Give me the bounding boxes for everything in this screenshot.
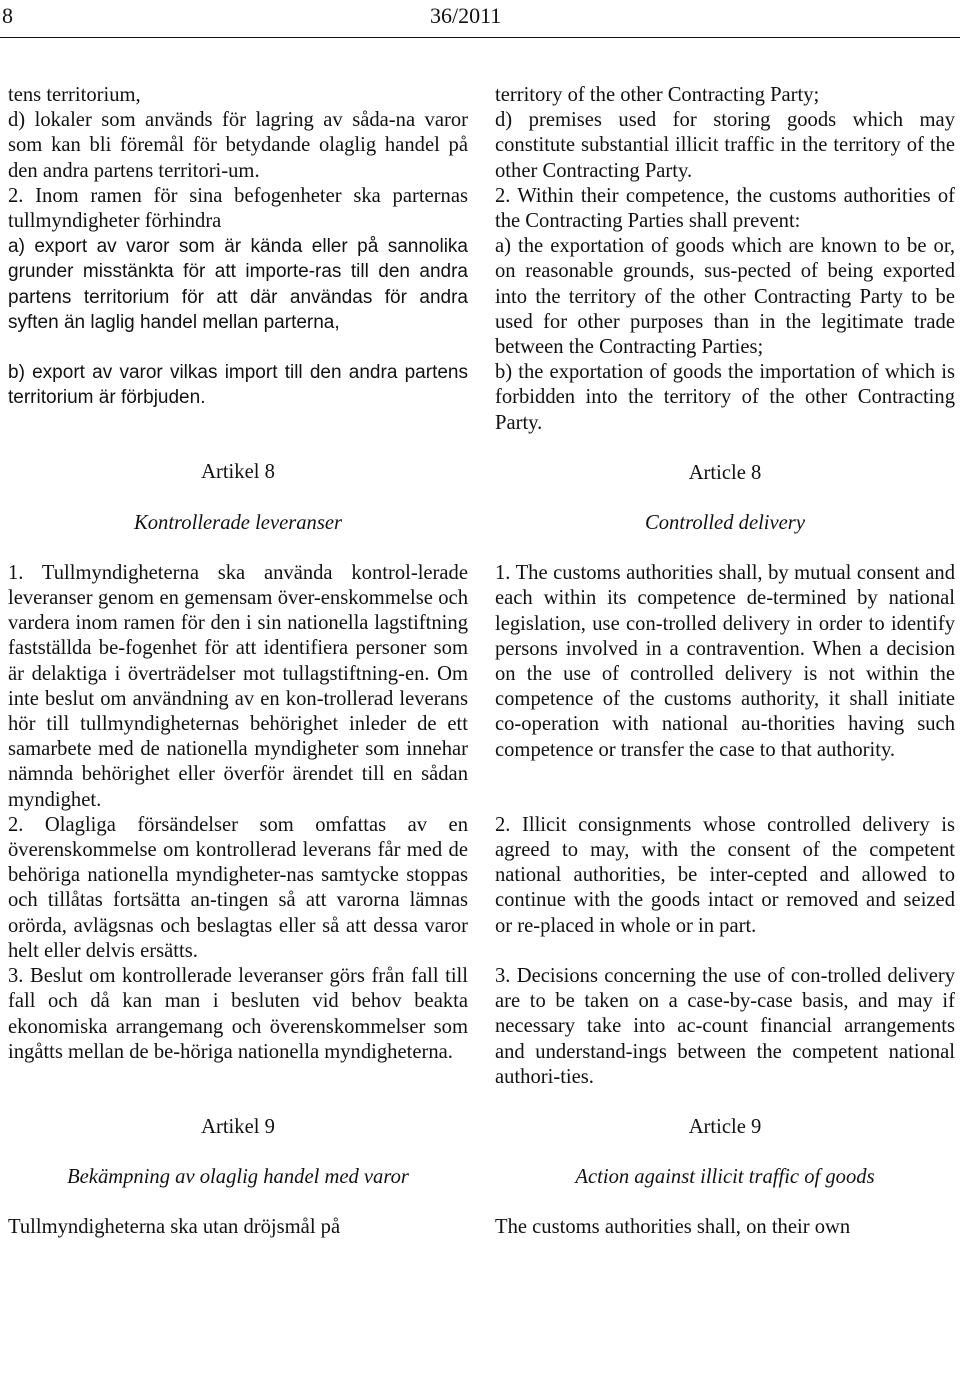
header-rule: [0, 37, 960, 38]
sv-article-8-heading: Artikel 8: [201, 461, 275, 484]
en-para-2: 2. Within their competence, the customs authorities of the Contracting Parties shall prevent:: [495, 184, 955, 233]
en-article-8-para-1: 1. The customs authorities shall, by mutual consent and each within its competence de-termined by national legislation, use con-trolled delivery in order to identify persons involved in a contravention. When a decision on the use of controlled delivery is not within the competence of the customs authority, it shall initiate co-operation with national au-thorities having such competence or transfer the case to that authority.: [495, 562, 955, 761]
en-intro-item-d: d) premises used for storing goods which may constitute substantial illicit traffic in the territory of the other Contracting Party.: [495, 109, 955, 182]
sv-article-8-para-2: 2. Olagliga försändelser som omfattas av en överenskommelse om kontrollerad leverans får med de behöriga nationella myndigheter-nas samtycke stoppas och tillåtas fortsätta an-tingen så att varorna lämnas orörda, avlägsnas och beslagtas eller så att dessa varor helt eller delvis ersätts.: [8, 813, 468, 962]
sv-item-b: b) export av varor vilkas import till den andra partens territorium är förbjuden.: [8, 362, 468, 409]
en-intro-line: territory of the other Contracting Party;: [495, 84, 820, 106]
sv-intro-line: tens territorium,: [8, 84, 141, 106]
en-article-8-para-3: 3. Decisions concerning the use of con-trolled delivery are to be taken on a case-by-case basis, and may if necessary take into ac-count financial arrangements and understand-ings between the competent national authori-ties.: [495, 964, 955, 1088]
en-article-9-heading: Article 9: [688, 1115, 762, 1138]
page-number: 8: [2, 3, 13, 28]
sv-article-8-para-3: 3. Beslut om kontrollerade leveranser görs från fall till fall och då kan man i besluten vid behov beakta ekonomiska arrangemang och överenskommelser som ingåtts mellan de be-höriga nationella myndigheterna.: [8, 965, 468, 1063]
page-header: [0, 0, 960, 40]
sv-article-8-para-1: 1. Tullmyndigheterna ska använda kontrol-lerade leveranser genom en gemensam över-enskommelse och vardera inom ramen för den i sin nationella lagstiftning fastställda be-fogenhet för att identifiera personer som är delaktiga i överträdelser mot tullagstiftning-en. Om inte beslut om användning av en kon-trollerad leverans hör till tullmyndigheternas behörighet inleder de ett samarbete med de nationella myndigheter som innehar nämnda behörighet eller överför ärendet till en sådan myndighet.: [8, 561, 468, 811]
swedish-column: [8, 83, 468, 1241]
issue-number: 36/2011: [430, 3, 502, 28]
en-item-b: b) the exportation of goods the importation of which is forbidden into the territory of the other Contracting Party.: [495, 361, 955, 434]
sv-article-9-first-line: Tullmyndigheterna ska utan dröjsmål på: [8, 1216, 341, 1239]
en-article-9-subheading: Action against illicit traffic of goods: [575, 1166, 875, 1189]
en-article-8-heading: Article 8: [688, 461, 762, 484]
sv-intro-item-d: d) lokaler som används för lagring av såda-na varor som kan bli föremål för betydande olaglig handel på den andra partens territori-um.: [8, 109, 468, 182]
en-article-9-first-line: The customs authorities shall, on their own: [495, 1216, 851, 1239]
sv-article-9-subheading: Bekämpning av olaglig handel med varor: [67, 1166, 409, 1189]
en-item-a: a) the exportation of goods which are known to be or, on reasonable grounds, sus-pected of being exported into the territory of the other Contracting Party to be used for other purposes than in the legitimate trade between the Contracting Parties;: [495, 235, 955, 359]
english-column: [495, 83, 955, 1241]
sv-item-a: a) export av varor som är kända eller på sannolika grunder misstänkta för att importe-ras till den andra partens territorium för att där användas för andra syften än laglig handel mellan parterna,: [8, 236, 468, 333]
sv-para-2: 2. Inom ramen för sina befogenheter ska parternas tullmyndigheter förhindra: [8, 184, 468, 233]
en-article-8-subheading: Controlled delivery: [645, 512, 805, 535]
en-article-8-para-2: 2. Illicit consignments whose controlled delivery is agreed to may, with the consent of the competent national authorities, be inter-cepted and allowed to continue with the goods intact or removed and seized or re-placed in whole or in part.: [495, 813, 955, 937]
sv-article-8-subheading: Kontrollerade leveranser: [134, 511, 342, 534]
sv-article-9-heading: Artikel 9: [201, 1115, 275, 1138]
